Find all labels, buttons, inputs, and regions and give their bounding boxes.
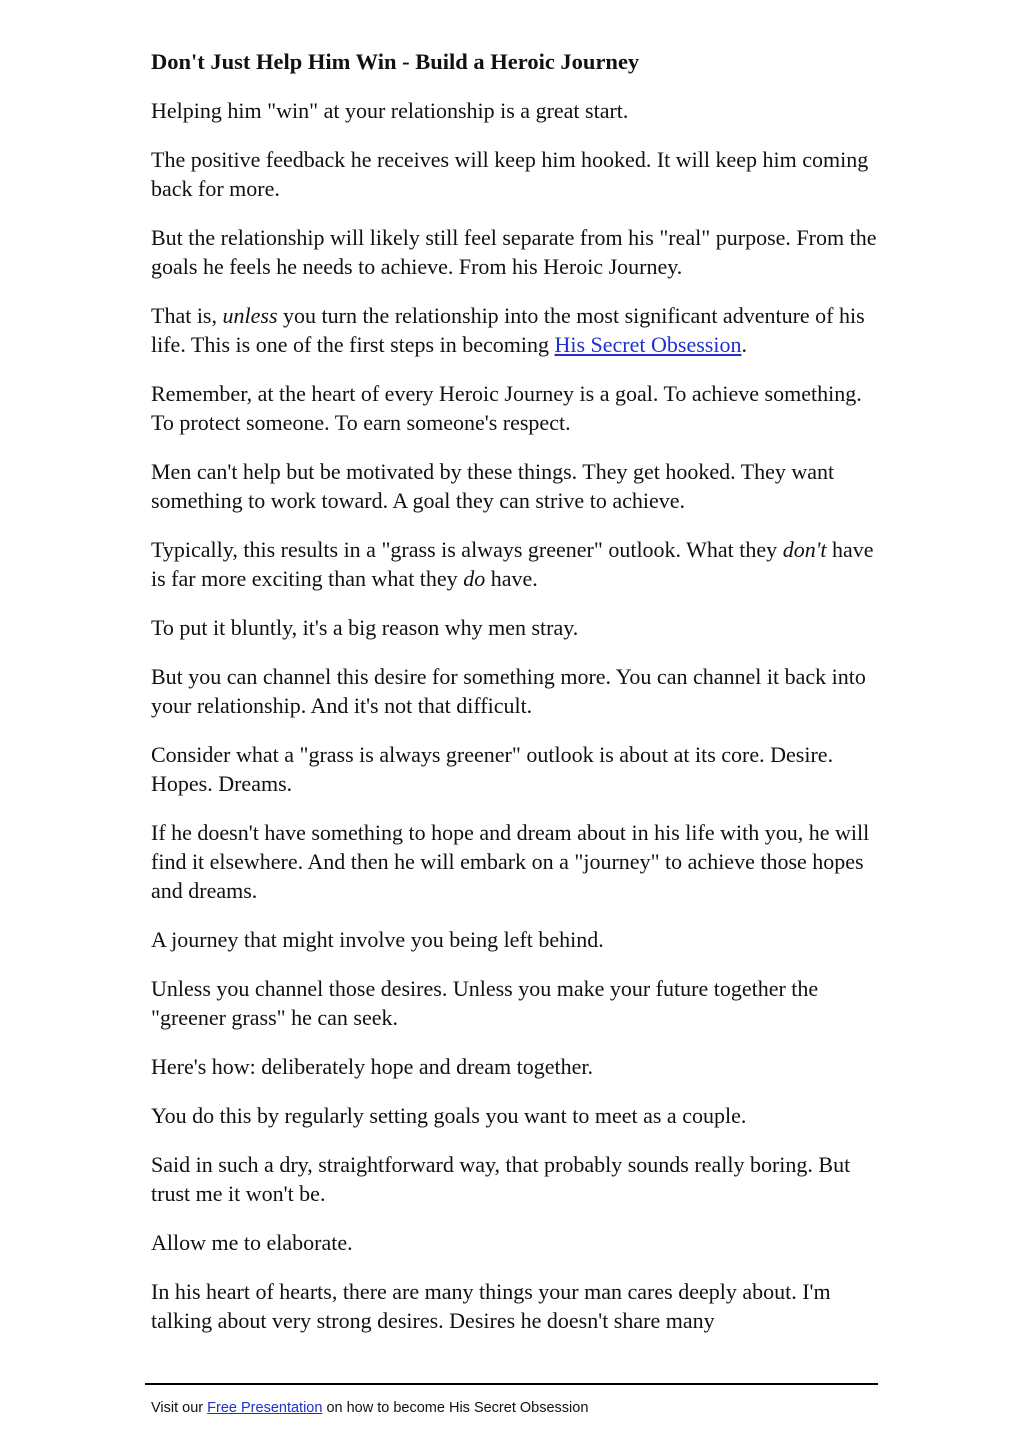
his-secret-obsession-link[interactable]: His Secret Obsession — [554, 332, 742, 357]
paragraph-11: If he doesn't have something to hope and dream about in his life with you, he will find it elsewhere. And then he will embark on a "journey" to achieve those hopes and dreams. — [151, 820, 870, 903]
paragraph-13: Unless you channel those desires. Unless you make your future together the "greener grass" he can seek. — [151, 976, 819, 1030]
footer-suffix: on how to become His Secret Obsession — [322, 1400, 589, 1416]
paragraph-14: Here's how: deliberately hope and dream together. — [151, 1054, 593, 1079]
paragraph-7-text-c: have. — [485, 566, 538, 591]
paragraph-5: Remember, at the heart of every Heroic Journey is a goal. To achieve something. To protect someone. To earn someone's respect. — [151, 381, 862, 435]
paragraph-4-text-a: That is, — [151, 303, 223, 328]
paragraph-7-text-a: Typically, this results in a "grass is always greener" outlook. What they — [151, 537, 783, 562]
page-footer — [151, 1399, 588, 1417]
emphasis-dont: don't — [782, 537, 827, 562]
paragraph-6: Men can't help but be motivated by these things. They get hooked. They want something to work toward. A goal they can strive to achieve. — [151, 459, 835, 513]
paragraph-15: You do this by regularly setting goals you want to meet as a couple. — [151, 1103, 747, 1128]
paragraph-8: To put it bluntly, it's a big reason why men stray. — [151, 615, 579, 640]
free-presentation-link[interactable]: Free Presentation — [207, 1400, 323, 1416]
paragraph-17: Allow me to elaborate. — [151, 1230, 353, 1255]
paragraph-9: But you can channel this desire for something more. You can channel it back into your relationship. And it's not that difficult. — [151, 664, 866, 718]
document-page — [151, 47, 881, 1355]
footer-divider — [145, 1383, 878, 1385]
footer-prefix: Visit our — [151, 1400, 208, 1416]
emphasis-do: do — [463, 566, 486, 591]
paragraph-7-text-b: have is far more exciting than what they — [151, 537, 874, 591]
article-title: Don't Just Help Him Win - Build a Heroic Journey — [151, 49, 640, 74]
paragraph-7 — [151, 535, 881, 593]
paragraph-4 — [151, 301, 881, 359]
paragraph-1: Helping him "win" at your relationship is a great start. — [151, 98, 629, 123]
paragraph-2: The positive feedback he receives will keep him hooked. It will keep him coming back for more. — [151, 147, 869, 201]
paragraph-12: A journey that might involve you being left behind. — [151, 927, 604, 952]
emphasis-unless: unless — [222, 303, 278, 328]
paragraph-4-text-b: you turn the relationship into the most significant adventure of his life. This is one of the first steps in becoming — [151, 303, 865, 357]
paragraph-4-text-c: . — [741, 332, 747, 357]
paragraph-3: But the relationship will likely still feel separate from his "real" purpose. From the goals he feels he needs to achieve. From his Heroic Journey. — [151, 225, 877, 279]
paragraph-16: Said in such a dry, straightforward way, that probably sounds really boring. But trust me it won't be. — [151, 1152, 851, 1206]
paragraph-10: Consider what a "grass is always greener" outlook is about at its core. Desire. Hopes. Dreams. — [151, 742, 834, 796]
paragraph-18: In his heart of hearts, there are many things your man cares deeply about. I'm talking about very strong desires. Desires he doesn't share many — [151, 1279, 831, 1333]
